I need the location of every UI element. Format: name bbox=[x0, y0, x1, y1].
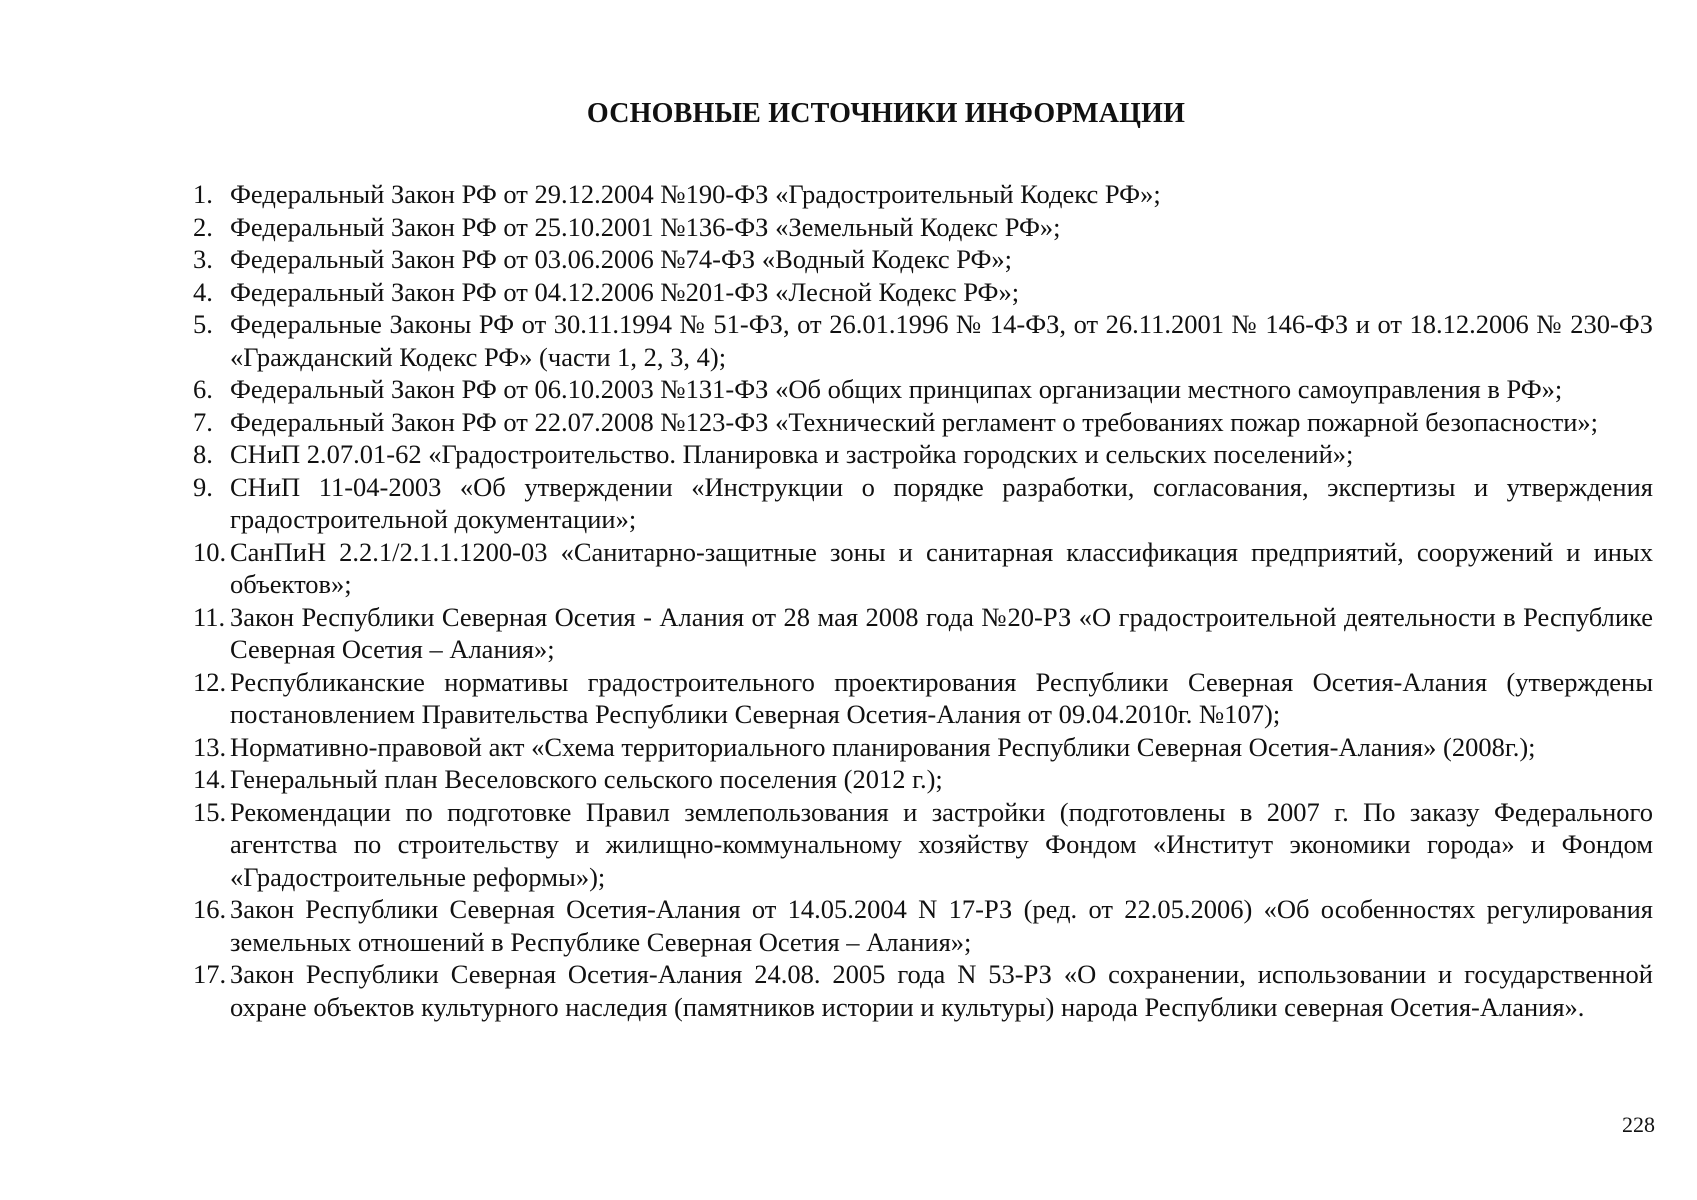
page-number: 228 bbox=[1622, 1112, 1655, 1137]
item-number: 4. bbox=[193, 276, 213, 307]
item-number: 5. bbox=[193, 309, 213, 339]
list-item bbox=[193, 406, 1653, 439]
item-text: Федеральный Закон РФ от 03.06.2006 №74-ФЗ «Водный Кодекс РФ»; bbox=[230, 244, 1013, 274]
item-text: Нормативно-правовой акт «Схема территориального планирования Республики Северная Осетия-Алания» (2008г.); bbox=[230, 731, 1536, 762]
list-item bbox=[193, 211, 1653, 244]
list-item bbox=[193, 178, 1653, 211]
list-item bbox=[193, 438, 1653, 471]
item-text: Генеральный план Веселовского сельского поселения (2012 г.); bbox=[230, 764, 943, 794]
list-item bbox=[193, 958, 1653, 1023]
item-number: 1. bbox=[193, 179, 213, 209]
item-number: 7. bbox=[193, 406, 213, 437]
list-item bbox=[193, 308, 1653, 373]
list-item bbox=[193, 536, 1653, 601]
list-item bbox=[193, 601, 1653, 666]
list-item bbox=[193, 373, 1653, 406]
list-item bbox=[193, 471, 1653, 536]
item-text: Федеральные Законы РФ от 30.11.1994 № 51-ФЗ, от 26.01.1996 № 14-ФЗ, от 26.11.2001 № 146-ФЗ и от 18.12.2006 № 230-ФЗ «Гражданский Кодекс РФ» (части 1, 2, 3, 4); bbox=[230, 309, 1653, 372]
list-item bbox=[193, 893, 1653, 958]
item-number: 6. bbox=[193, 374, 213, 404]
list-item bbox=[193, 796, 1653, 894]
item-text: Федеральный Закон РФ от 29.12.2004 №190-ФЗ «Градостроительный Кодекс РФ»; bbox=[230, 179, 1161, 209]
item-number: 11. bbox=[193, 601, 226, 632]
item-text: Республиканские нормативы градостроительного проектирования Республики Северная Осетия-Алания (утверждены постановлением Правительства Республики Северная Осетия-Алания от 09.04.2010г. №107); bbox=[230, 666, 1653, 729]
item-text: СанПиН 2.2.1/2.1.1.1200-03 «Санитарно-защитные зоны и санитарная классификация предприятий, сооружений и иных объектов»; bbox=[230, 536, 1653, 599]
item-text: Закон Республики Северная Осетия-Алания от 14.05.2004 N 17-РЗ (ред. от 22.05.2006) «Об особенностях регулирования земельных отношений в Республике Северная Осетия – Алания»; bbox=[230, 894, 1653, 957]
item-number: 16. bbox=[193, 894, 227, 924]
item-number: 9. bbox=[193, 471, 213, 502]
item-number: 13. bbox=[193, 731, 227, 762]
item-number: 8. bbox=[193, 439, 213, 469]
item-text: Закон Республики Северная Осетия - Алания от 28 мая 2008 года №20-РЗ «О градостроительной деятельности в Республике Северная Осетия – Алания»; bbox=[230, 601, 1653, 664]
list-item bbox=[193, 276, 1653, 309]
item-number: 3. bbox=[193, 244, 213, 274]
item-number: 15. bbox=[193, 796, 227, 827]
sources-list bbox=[193, 178, 1653, 1023]
list-item bbox=[193, 731, 1653, 764]
item-text: Федеральный Закон РФ от 25.10.2001 №136-ФЗ «Земельный Кодекс РФ»; bbox=[230, 211, 1061, 242]
item-number: 17. bbox=[193, 959, 227, 989]
item-text: СНиП 11-04-2003 «Об утверждении «Инструкции о порядке разработки, согласования, экспертизы и утверждения градостроительной документации»; bbox=[230, 471, 1653, 534]
item-number: 2. bbox=[193, 211, 213, 242]
item-number: 10. bbox=[193, 536, 227, 567]
item-text: Федеральный Закон РФ от 06.10.2003 №131-ФЗ «Об общих принципах организации местного самоуправления в РФ»; bbox=[230, 374, 1563, 404]
item-text: Федеральный Закон РФ от 04.12.2006 №201-ФЗ «Лесной Кодекс РФ»; bbox=[230, 276, 1020, 307]
item-number: 12. bbox=[193, 666, 227, 697]
item-text: Федеральный Закон РФ от 22.07.2008 №123-ФЗ «Технический регламент о требованиях пожар пожарной безопасности»; bbox=[230, 406, 1598, 437]
page-title: ОСНОВНЫЕ ИСТОЧНИКИ ИНФОРМАЦИИ bbox=[586, 98, 1186, 129]
list-item bbox=[193, 763, 1653, 796]
list-item bbox=[193, 666, 1653, 731]
item-text: Закон Республики Северная Осетия-Алания 24.08. 2005 года N 53-РЗ «О сохранении, использовании и государственной охране объектов культурного наследия (памятников истории и культуры) народа Республики северная Осетия-Алания». bbox=[230, 959, 1653, 1022]
item-number: 14. bbox=[193, 764, 227, 794]
list-item bbox=[193, 243, 1653, 276]
item-text: СНиП 2.07.01-62 «Градостроительство. Планировка и застройка городских и сельских поселений»; bbox=[230, 439, 1354, 469]
item-text: Рекомендации по подготовке Правил землепользования и застройки (подготовлены в 2007 г. По заказу Федерального агентства по строительству и жилищно-коммунальному хозяйству Фондом «Институт экономики города» и Фондом «Градостроительные реформы»); bbox=[230, 796, 1653, 892]
